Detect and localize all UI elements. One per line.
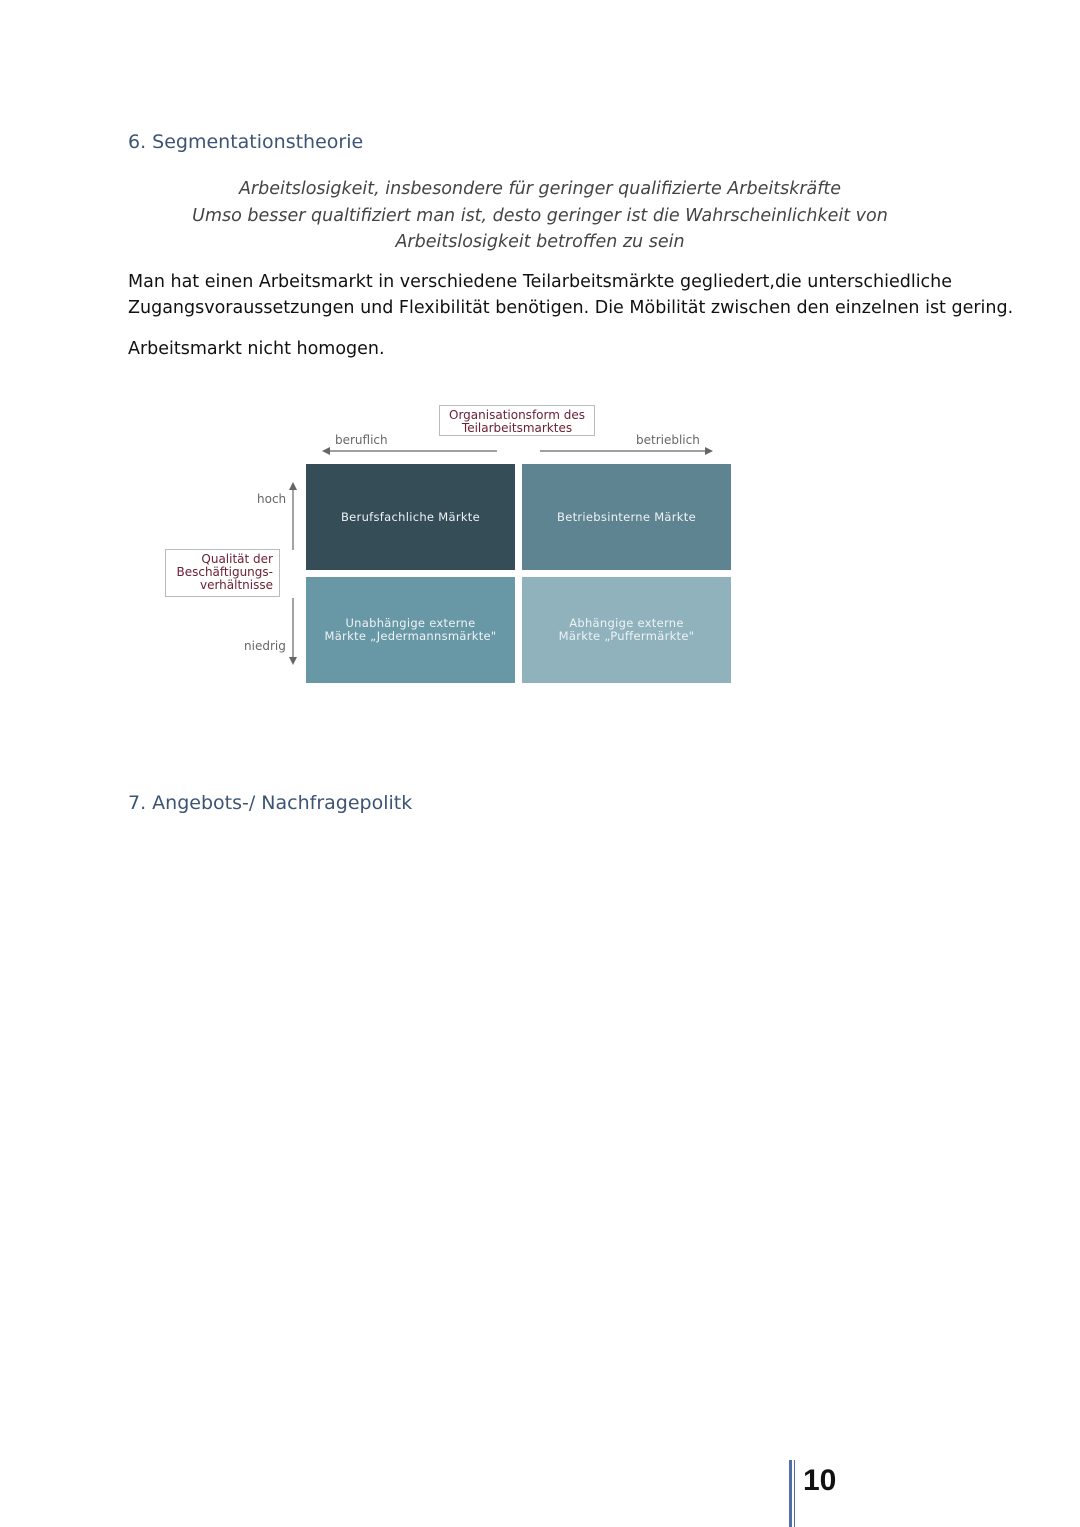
page-number-rule xyxy=(794,1460,795,1527)
box-line: Qualität der xyxy=(201,552,273,566)
cell-label: Abhängige externe Märkte „Puffermärkte" xyxy=(558,616,695,643)
quote-line: Umso besser qualtifiziert man ist, desto geringer ist die Wahrscheinlichkeit von xyxy=(192,205,888,226)
organisation-form-box xyxy=(439,405,595,436)
cell-label: Unabhängige externe Märkte „Jedermannsmärkte" xyxy=(324,616,497,643)
box-line: Organisationsform des xyxy=(449,408,585,422)
label-niedrig: niedrig xyxy=(244,639,286,653)
page-number-rule xyxy=(789,1460,792,1527)
label-betrieblich: betrieblich xyxy=(636,433,700,447)
box-line: Beschäftigungs- xyxy=(176,565,273,579)
quote-line: Arbeitslosigkeit, insbesondere für geringer qualifizierte Arbeitskräfte xyxy=(238,179,842,199)
segmentation-diagram xyxy=(160,400,750,690)
label-hoch: hoch xyxy=(257,492,287,506)
quality-box xyxy=(165,549,280,597)
paragraph-2: Arbeitsmarkt nicht homogen. xyxy=(128,339,385,359)
cell-label: Betriebsinterne Märkte xyxy=(557,509,696,524)
box-line: Teilarbeitsmarktes xyxy=(461,421,573,435)
cell-unabhaengige-externe-maerkte xyxy=(306,577,515,683)
cell-abhaengige-externe-maerkte xyxy=(522,577,731,683)
quote-line: Arbeitslosigkeit betroffen zu sein xyxy=(395,232,685,252)
page-number: 10 xyxy=(803,1464,837,1497)
cell-betriebsinterne-maerkte xyxy=(522,464,731,570)
box-line: verhältnisse xyxy=(199,578,273,592)
cell-berufsfachliche-maerkte xyxy=(306,464,515,570)
label-beruflich: beruflich xyxy=(335,433,388,447)
section-6-heading: 6. Segmentationstheorie xyxy=(128,131,364,153)
quote-block xyxy=(0,176,1080,256)
paragraph-line: Zugangsvoraussetzungen und Flexibilität benötigen. Die Möbilität zwischen den einzelnen ist gering. xyxy=(128,298,1014,318)
paragraph-line: Man hat einen Arbeitsmarkt in verschiedene Teilarbeitsmärkte gegliedert,die unterschiedliche xyxy=(128,272,953,292)
cell-label: Berufsfachliche Märkte xyxy=(340,509,480,524)
section-7-heading: 7. Angebots-/ Nachfragepolitk xyxy=(128,792,413,814)
paragraph-1 xyxy=(128,269,1013,321)
